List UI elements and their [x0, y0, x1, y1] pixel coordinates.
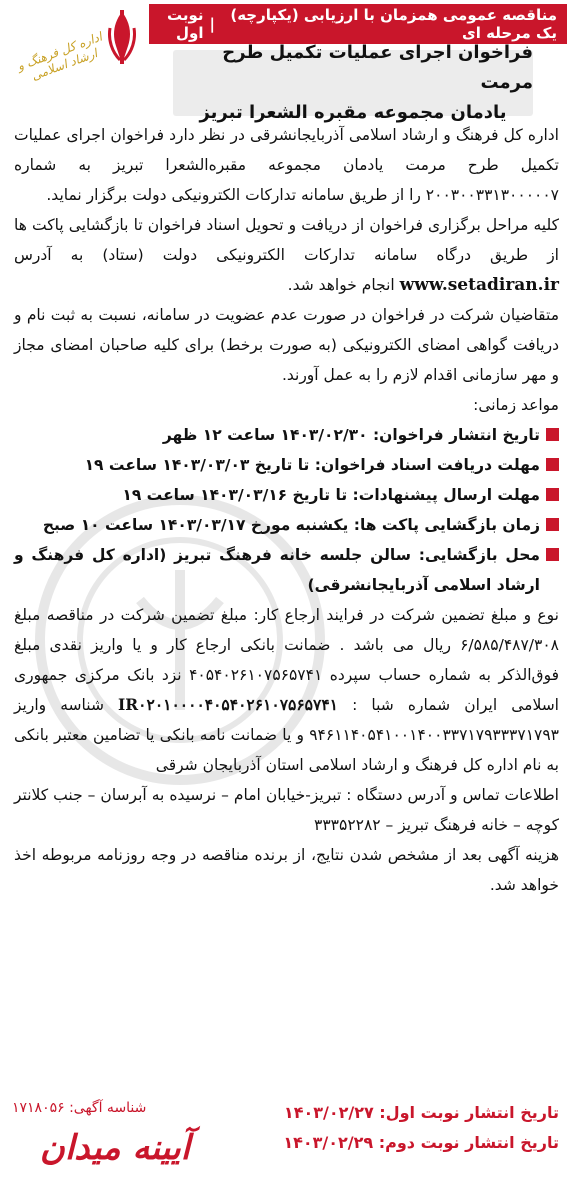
red-bullet-icon	[546, 548, 559, 561]
red-bullet-icon	[546, 458, 559, 471]
schedule-item-text: زمان بازگشایی پاکت ها: یکشنبه مورخ ۱۴۰۳/۰۳/۱۷ ساعت ۱۰ صبح	[42, 516, 540, 534]
guarantee-paragraph	[14, 600, 559, 780]
banner-separator: |	[209, 15, 215, 33]
fee-paragraph: هزینه آگهی بعد از مشخص شدن نتایج، از برنده مناقصه در وجه روزنامه مربوطه اخذ خواهد شد.	[14, 846, 559, 894]
title-line-1: فراخوان اجرای عملیات تکمیل طرح مرمت	[222, 42, 533, 93]
guarantee-text-before: نوع و مبلغ تضمین شرکت در فرایند ارجاع کار: مبلغ تضمین شرکت در مناقصه مبلغ ۶/۵۸۵/۴۸۷/۳۰۸ ریال می باشد . ضمانت بانکی ارجاع کار و یا واریز نقدی مبلغ فوق‌الذکر به شماره حساب سپرده ۴۰۵۴۰۲۶۱۰۷۵۶۵۷۴۱ نزد بانک مرکزی جمهوری اسلامی ایران شماره شبا :	[14, 606, 559, 714]
registration-paragraph: متقاضیان شرکت در فراخوان در صورت عدم عضویت در سامانه، نسبت به ثبت نام و دریافت گواهی امضای الکترونیکی (به صورت برخط) برای کلیه صاحبان امضای مجاز و مهر سازمانی اقدام لازم را به عمل آورند.	[14, 306, 559, 384]
intro-paragraph: اداره کل فرهنگ و ارشاد اسلامی آذربایجانشرقی در نظر دارد فراخوان اجرای عملیات تکمیل طرح مرمت یادمان مجموعه مقبره‌الشعرا تبریز به شماره ۲۰۰۳۰۰۳۳۱۳۰۰۰۰۰۷ را از طریق سامانه تدارکات الکترونیکی دولت برگزار نماید.	[14, 126, 559, 204]
banner-turn-text: نوبت اول	[166, 6, 204, 42]
logo-calligraphy: اداره کل فرهنگ و ارشاد اسلامی	[15, 29, 104, 83]
schedule-item	[14, 540, 559, 600]
schedule-item	[14, 480, 559, 510]
red-bullet-icon	[546, 488, 559, 501]
publication-dates	[259, 1098, 559, 1158]
second-publication-date: تاریخ انتشار نوبت دوم: ۱۴۰۳/۰۲/۲۹	[283, 1133, 559, 1152]
ministry-logo	[6, 4, 146, 104]
schedule-item	[14, 420, 559, 450]
schedule-heading: مواعد زمانی:	[473, 396, 559, 414]
ad-identifier: شناسه آگهی: ۱۷۱۸۰۵۶	[12, 1100, 147, 1116]
portal-text-before: کلیه مراحل برگزاری فراخوان از دریافت و تحویل اسناد فراخوان تا بازگشایی پاکت ها از طریق درگاه سامانه تدارکات الکترونیکی دولت (ستاد) به آدرس	[14, 216, 559, 264]
contact-paragraph: اطلاعات تماس و آدرس دستگاه : تبریز-خیابان امام – نرسیده به آبرسان – جنب کلانتر کوچه – خانه فرهنگ تبریز – ۳۳۳۵۲۲۸۲	[14, 786, 559, 834]
setad-url-link[interactable]: www.setadiran.ir	[399, 275, 559, 295]
first-publication-date: تاریخ انتشار نوبت اول: ۱۴۰۳/۰۲/۲۷	[283, 1103, 559, 1122]
schedule-item	[14, 510, 559, 540]
newspaper-logo: آیینه میدان	[39, 1128, 191, 1168]
portal-paragraph	[14, 210, 559, 300]
red-bullet-icon	[546, 518, 559, 531]
schedule-item-text: تاریخ انتشار فراخوان: ۱۴۰۳/۰۲/۳۰ ساعت ۱۲ ظهر	[162, 426, 540, 444]
schedule-item-text: محل بازگشایی: سالن جلسه خانه فرهنگ تبریز (اداره کل فرهنگ و ارشاد اسلامی آذربایجانشرقی)	[14, 546, 540, 594]
iran-emblem-icon	[104, 8, 140, 68]
schedule-item-text: مهلت ارسال پیشنهادات: تا تاریخ ۱۴۰۳/۰۳/۱۶ ساعت ۱۹	[122, 486, 540, 504]
announcement-title	[173, 42, 533, 123]
schedule-item-text: مهلت دریافت اسناد فراخوان: تا تاریخ ۱۴۰۳/۰۳/۰۳ ساعت ۱۹	[84, 456, 540, 474]
iban-number: IR۰۲۰۱۰۰۰۰۴۰۵۴۰۲۶۱۰۷۵۶۵۷۴۱	[118, 695, 338, 714]
announcement-body	[14, 120, 559, 900]
red-bullet-icon	[546, 428, 559, 441]
schedule-item	[14, 450, 559, 480]
portal-text-after: انجام خواهد شد.	[287, 276, 400, 294]
banner-main-text: مناقصه عمومی همزمان با ارزیابی (یکپارچه) یک مرحله ای	[230, 6, 557, 42]
guarantee-text-after: شناسه واریز ۹۴۶۱۱۴۰۵۴۱۰۰۱۴۰۰۳۳۷۱۷۹۳۳۳۷۱۷۹۳ و یا ضمانت نامه بانکی یا تضامین معتبر بانکی به نام اداره کل فرهنگ و ارشاد اسلامی استان آذربایجان شرقی	[14, 696, 559, 774]
title-line-2: یادمان مجموعه مقبره الشعرا تبریز	[199, 102, 507, 123]
